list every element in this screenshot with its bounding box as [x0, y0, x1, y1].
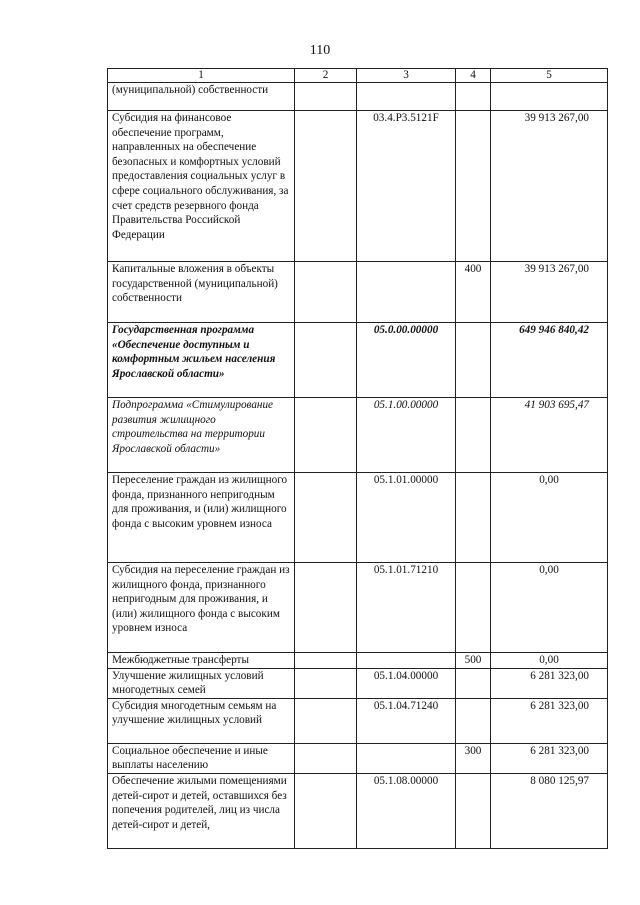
row-code-cell: 05.0.00.00000 — [357, 323, 456, 398]
page-number: 110 — [309, 43, 331, 58]
row-col2-cell — [295, 563, 357, 653]
table-row — [108, 111, 608, 262]
row-col2-cell — [295, 262, 357, 323]
row-amount-cell: 6 281 323,00 — [491, 743, 608, 773]
row-code-cell: 05.1.01.00000 — [357, 473, 456, 563]
row-amount-cell: 6 281 323,00 — [491, 668, 608, 698]
row-code-cell — [357, 262, 456, 323]
row-code-cell: 05.1.08.00000 — [357, 773, 456, 848]
budget-table — [107, 68, 608, 849]
table-row — [108, 653, 608, 669]
row-name-cell: Переселение граждан из жилищного фонда, признанного непригодным для проживания, и (или) жилищного фонда с высоким уровнем износа — [108, 473, 295, 563]
row-type-cell — [456, 773, 491, 848]
row-code-cell: 05.1.04.00000 — [357, 668, 456, 698]
row-col2-cell — [295, 398, 357, 473]
row-amount-cell: 6 281 323,00 — [491, 698, 608, 743]
row-col2-cell — [295, 653, 357, 669]
row-name-cell: (муниципальной) собственности — [108, 83, 295, 111]
table-row — [108, 563, 608, 653]
table-row — [108, 698, 608, 743]
row-code-cell — [357, 83, 456, 111]
table-row — [108, 262, 608, 323]
row-type-cell — [456, 323, 491, 398]
table-row — [108, 398, 608, 473]
row-col2-cell — [295, 773, 357, 848]
row-amount-cell: 39 913 267,00 — [491, 262, 608, 323]
row-amount-cell: 0,00 — [491, 653, 608, 669]
row-type-cell — [456, 111, 491, 262]
header-col-4: 4 — [456, 69, 491, 83]
table-row — [108, 473, 608, 563]
header-col-5: 5 — [491, 69, 608, 83]
row-type-cell — [456, 698, 491, 743]
row-name-cell: Субсидия на переселение граждан из жилищного фонда, признанного непригодным для проживания, и (или) жилищного фонда с высоким уровнем износа — [108, 563, 295, 653]
table-row — [108, 323, 608, 398]
row-col2-cell — [295, 698, 357, 743]
table-row — [108, 773, 608, 848]
row-name-cell: Государственная программа «Обеспечение доступным и комфортным жильем населения Ярославской области» — [108, 323, 295, 398]
row-col2-cell — [295, 83, 357, 111]
row-name-cell: Субсидия на финансовое обеспечение программ, направленных на обеспечение безопасных и комфортных условий предоставления социальных услуг в сфере социального обслуживания, за счет средств резервного фонда Правительства Российской Федерации — [108, 111, 295, 262]
row-amount-cell — [491, 83, 608, 111]
row-name-cell: Субсидия многодетным семьям на улучшение жилищных условий — [108, 698, 295, 743]
row-code-cell: 05.1.04.71240 — [357, 698, 456, 743]
row-amount-cell: 0,00 — [491, 563, 608, 653]
row-code-cell: 03.4.Р3.5121F — [357, 111, 456, 262]
table-row — [108, 743, 608, 773]
row-col2-cell — [295, 111, 357, 262]
row-amount-cell: 39 913 267,00 — [491, 111, 608, 262]
table-row — [108, 668, 608, 698]
row-name-cell: Капитальные вложения в объекты государственной (муниципальной) собственности — [108, 262, 295, 323]
row-type-cell — [456, 668, 491, 698]
row-type-cell: 500 — [456, 653, 491, 669]
row-col2-cell — [295, 743, 357, 773]
row-amount-cell: 649 946 840,42 — [491, 323, 608, 398]
row-amount-cell: 8 080 125,97 — [491, 773, 608, 848]
row-type-cell — [456, 563, 491, 653]
row-code-cell — [357, 743, 456, 773]
row-code-cell — [357, 653, 456, 669]
table-row — [108, 83, 608, 111]
row-name-cell: Межбюджетные трансферты — [108, 653, 295, 669]
row-col2-cell — [295, 473, 357, 563]
row-type-cell: 400 — [456, 262, 491, 323]
row-name-cell: Обеспечение жилыми помещениями детей-сирот и детей, оставшихся без попечения родителей, лиц из числа детей-сирот и детей, — [108, 773, 295, 848]
row-type-cell — [456, 83, 491, 111]
row-name-cell: Подпрограмма «Стимулирование развития жилищного строительства на территории Ярославской области» — [108, 398, 295, 473]
table-header-row — [108, 69, 608, 83]
row-code-cell: 05.1.00.00000 — [357, 398, 456, 473]
row-amount-cell: 41 903 695,47 — [491, 398, 608, 473]
header-col-2: 2 — [295, 69, 357, 83]
row-code-cell: 05.1.01.71210 — [357, 563, 456, 653]
row-amount-cell: 0,00 — [491, 473, 608, 563]
row-type-cell — [456, 473, 491, 563]
row-name-cell: Социальное обеспечение и иные выплаты населению — [108, 743, 295, 773]
row-type-cell: 300 — [456, 743, 491, 773]
header-col-1: 1 — [108, 69, 295, 83]
row-col2-cell — [295, 323, 357, 398]
header-col-3: 3 — [357, 69, 456, 83]
row-name-cell: Улучшение жилищных условий многодетных семей — [108, 668, 295, 698]
row-type-cell — [456, 398, 491, 473]
row-col2-cell — [295, 668, 357, 698]
